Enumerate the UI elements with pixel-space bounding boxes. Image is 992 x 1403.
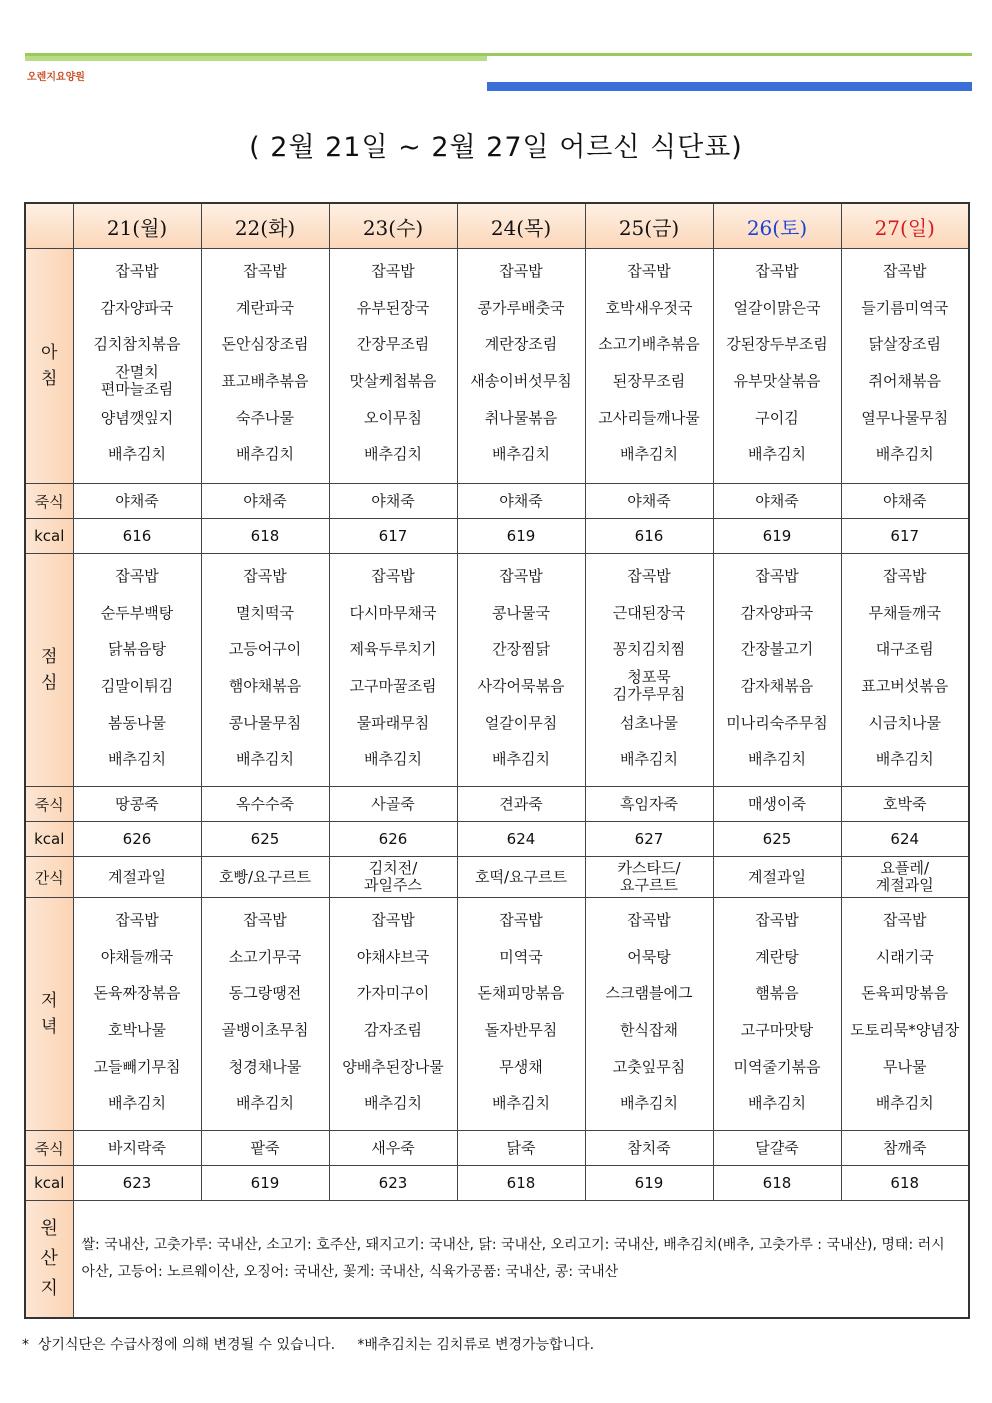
menu-item: 김말이튀김	[100, 676, 174, 695]
porridge-cell: 닭죽	[457, 1131, 585, 1166]
day-header: 24(목)	[457, 203, 585, 249]
kcal-cell: 623	[73, 1166, 201, 1201]
lunch-menu-cell	[841, 554, 969, 787]
menu-item: 야채샤브국	[356, 947, 430, 966]
menu-item: 강된장두부조림	[726, 335, 828, 354]
kcal-cell: 627	[585, 822, 713, 857]
dinner-menu-cell	[73, 898, 201, 1131]
dinner-menu-cell	[841, 898, 969, 1131]
menu-item: 잡곡밥	[371, 261, 415, 280]
menu-item: 배추김치	[236, 750, 294, 769]
breakfast-menu-cell	[585, 249, 713, 484]
menu-item: 배추김치	[492, 445, 550, 464]
menu-item: 청포묵 김가루무침	[612, 668, 686, 704]
menu-item: 콩나물무침	[228, 713, 302, 732]
menu-item: 배추김치	[875, 750, 934, 769]
menu-item: 섬초나물	[620, 713, 678, 732]
menu-item: 구이김	[755, 408, 799, 427]
menu-item: 순두부백탕	[100, 603, 174, 622]
menu-item: 콩나물국	[492, 603, 550, 622]
menu-item: 멸치떡국	[236, 603, 294, 622]
porridge-cell: 참치죽	[585, 1131, 713, 1166]
porridge-cell: 야채죽	[585, 484, 713, 519]
dinner-label	[25, 898, 73, 1131]
lunch-menu-cell	[457, 554, 585, 787]
menu-item: 돌자반무침	[484, 1020, 558, 1039]
origin-label	[25, 1201, 73, 1319]
menu-item: 배추김치	[748, 750, 806, 769]
porridge-cell: 호박죽	[841, 787, 969, 822]
menu-item: 다시마무채국	[349, 603, 437, 622]
origin-row	[25, 1201, 969, 1319]
menu-item: 양배추된장나물	[342, 1057, 444, 1076]
porridge-cell: 야채죽	[713, 484, 841, 519]
menu-item: 시금치나물	[868, 713, 941, 732]
porridge-label: 죽식	[25, 787, 73, 822]
kcal-cell: 618	[713, 1166, 841, 1201]
dinner-label-text: 저 녁	[41, 991, 58, 1037]
porridge-cell: 팥죽	[201, 1131, 329, 1166]
breakfast-menu-cell	[841, 249, 969, 484]
menu-item: 근대된장국	[612, 603, 686, 622]
menu-item: 표고버섯볶음	[861, 676, 949, 695]
menu-item: 호박나물	[108, 1020, 166, 1039]
menu-item: 대구조림	[875, 640, 934, 659]
header-rule-green-thick	[25, 56, 487, 61]
menu-item: 잡곡밥	[755, 566, 799, 585]
menu-item: 잡곡밥	[755, 261, 799, 280]
porridge-cell: 야채죽	[841, 484, 969, 519]
menu-item: 도토리묵*양념장	[850, 1020, 960, 1039]
menu-item: 표고배추볶음	[221, 371, 309, 390]
menu-item: 돈육짜장볶음	[93, 984, 181, 1003]
kcal-label: kcal	[25, 1166, 73, 1201]
menu-item: 잡곡밥	[371, 566, 415, 585]
menu-item: 간장불고기	[740, 640, 814, 659]
menu-item: 양념깻잎지	[100, 408, 174, 427]
menu-item: 고구마맛탕	[740, 1020, 814, 1039]
snack-cell: 계절과일	[713, 857, 841, 898]
breakfast-porridge-row	[25, 484, 969, 519]
menu-item: 배추김치	[620, 445, 678, 464]
breakfast-label	[25, 249, 73, 484]
kcal-cell: 616	[585, 519, 713, 554]
menu-item: 물파래무침	[356, 713, 430, 732]
menu-item: 숙주나물	[236, 408, 294, 427]
lunch-kcal-row	[25, 822, 969, 857]
menu-item: 배추김치	[875, 445, 934, 464]
porridge-cell: 땅콩죽	[73, 787, 201, 822]
menu-item: 배추김치	[364, 1094, 422, 1113]
snack-label: 간식	[25, 857, 73, 898]
porridge-cell: 야채죽	[457, 484, 585, 519]
breakfast-menu-cell	[329, 249, 457, 484]
kcal-cell: 616	[73, 519, 201, 554]
corner-cell	[25, 203, 73, 249]
menu-item: 콩가루배춧국	[477, 298, 565, 317]
porridge-cell: 사골죽	[329, 787, 457, 822]
menu-item: 골뱅이초무침	[221, 1020, 309, 1039]
menu-item: 들기름미역국	[861, 298, 949, 317]
menu-item: 배추김치	[492, 750, 550, 769]
snack-cell: 김치전/ 과일주스	[329, 857, 457, 898]
menu-item: 어묵탕	[627, 947, 671, 966]
snack-cell: 요플레/ 계절과일	[841, 857, 969, 898]
menu-item: 호박새우젓국	[605, 298, 693, 317]
porridge-cell: 달걀죽	[713, 1131, 841, 1166]
menu-item: 유부된장국	[356, 298, 430, 317]
menu-item: 잡곡밥	[883, 566, 927, 585]
menu-item: 맛살케첩볶음	[349, 371, 437, 390]
menu-item: 닭살장조림	[868, 335, 941, 354]
snack-cell: 계절과일	[73, 857, 201, 898]
menu-item: 무나물	[883, 1057, 927, 1076]
menu-item: 잡곡밥	[627, 261, 671, 280]
menu-item: 쥐어채볶음	[868, 371, 941, 390]
menu-item: 봄동나물	[108, 713, 166, 732]
menu-item: 제육두루치기	[349, 640, 437, 659]
menu-item: 잡곡밥	[115, 566, 159, 585]
menu-item: 청경채나물	[228, 1057, 302, 1076]
porridge-cell: 매생이죽	[713, 787, 841, 822]
kcal-cell: 618	[841, 1166, 969, 1201]
menu-item: 오이무침	[364, 408, 422, 427]
menu-item: 취나물볶음	[484, 408, 558, 427]
porridge-label: 죽식	[25, 484, 73, 519]
kcal-cell: 625	[713, 822, 841, 857]
menu-item: 잡곡밥	[115, 910, 159, 929]
menu-item: 잡곡밥	[243, 910, 287, 929]
snack-cell: 호떡/요구르트	[457, 857, 585, 898]
menu-item: 배추김치	[236, 1094, 294, 1113]
menu-item: 배추김치	[108, 1094, 166, 1113]
menu-item: 미나리숙주무침	[726, 713, 828, 732]
menu-item: 잡곡밥	[499, 566, 543, 585]
menu-item: 고춧잎무침	[612, 1057, 686, 1076]
dinner-menu-cell	[457, 898, 585, 1131]
breakfast-menu-cell	[713, 249, 841, 484]
day-header-row	[25, 203, 969, 249]
menu-item: 열무나물무침	[861, 408, 949, 427]
menu-item: 소고기무국	[228, 947, 302, 966]
menu-item: 김치참치볶음	[93, 335, 181, 354]
menu-item: 햄야채볶음	[228, 676, 302, 695]
origin-label-text: 원 산 지	[40, 1218, 58, 1299]
kcal-cell: 617	[329, 519, 457, 554]
menu-item: 유부맛살볶음	[733, 371, 821, 390]
porridge-cell: 참깨죽	[841, 1131, 969, 1166]
menu-item: 배추김치	[108, 445, 166, 464]
menu-item: 고등어구이	[228, 640, 302, 659]
kcal-cell: 619	[713, 519, 841, 554]
breakfast-menu-cell	[201, 249, 329, 484]
menu-item: 계란장조림	[484, 335, 558, 354]
menu-item: 사각어묵볶음	[477, 676, 565, 695]
kcal-cell: 619	[457, 519, 585, 554]
day-header: 26(토)	[713, 203, 841, 249]
kcal-cell: 619	[585, 1166, 713, 1201]
kcal-cell: 623	[329, 1166, 457, 1201]
snack-cell: 카스타드/ 요구르트	[585, 857, 713, 898]
menu-item: 고들빼기무침	[93, 1057, 181, 1076]
menu-item: 배추김치	[364, 750, 422, 769]
page-title: ( 2월 21일 ~ 2월 27일 어르신 식단표)	[249, 132, 743, 163]
porridge-cell: 옥수수죽	[201, 787, 329, 822]
menu-item: 소고기배추볶음	[598, 335, 700, 354]
porridge-cell: 새우죽	[329, 1131, 457, 1166]
menu-item: 잡곡밥	[243, 261, 287, 280]
menu-item: 동그랑땡전	[228, 984, 302, 1003]
menu-item: 한식잡채	[620, 1020, 678, 1039]
menu-item: 새송이버섯무침	[470, 371, 572, 390]
kcal-label: kcal	[25, 519, 73, 554]
menu-item: 배추김치	[236, 445, 294, 464]
lunch-porridge-row	[25, 787, 969, 822]
day-header: 23(수)	[329, 203, 457, 249]
menu-item: 잔멸치 편마늘조림	[100, 363, 174, 399]
breakfast-menu-cell	[457, 249, 585, 484]
menu-item: 꽁치김치찜	[612, 640, 686, 659]
menu-item: 감자채볶음	[740, 676, 814, 695]
day-header: 27(일)	[841, 203, 969, 249]
menu-item: 배추김치	[748, 445, 806, 464]
porridge-cell: 흑임자죽	[585, 787, 713, 822]
day-header: 21(월)	[73, 203, 201, 249]
origin-text: 쌀: 국내산, 고춧가루: 국내산, 소고기: 호주산, 돼지고기: 국내산, 닭: 국내산, 오리고기: 국내산, 배추김치(배추, 고춧가루 : 국내산), 명태: 러시아산, 고등어: 노르웨이산, 오징어: 국내산, 꽃게: 국내산, 식육가공품: 국내산, 콩: 국내산	[73, 1201, 969, 1319]
menu-item: 된장무조림	[612, 371, 686, 390]
lunch-menu-cell	[73, 554, 201, 787]
kcal-label: kcal	[25, 822, 73, 857]
menu-item: 야채들깨국	[100, 947, 174, 966]
porridge-cell: 야채죽	[329, 484, 457, 519]
menu-item: 잡곡밥	[243, 566, 287, 585]
menu-item: 감자양파국	[740, 603, 814, 622]
dinner-menu-cell	[329, 898, 457, 1131]
breakfast-menu-cell	[73, 249, 201, 484]
snack-cell: 호빵/요구르트	[201, 857, 329, 898]
menu-item: 잡곡밥	[627, 910, 671, 929]
menu-item: 무채들깨국	[868, 603, 941, 622]
menu-item: 잡곡밥	[499, 261, 543, 280]
menu-item: 잡곡밥	[371, 910, 415, 929]
dinner-menu-cell	[201, 898, 329, 1131]
lunch-menu-cell	[585, 554, 713, 787]
kcal-cell: 619	[201, 1166, 329, 1201]
menu-item: 배추김치	[875, 1094, 934, 1113]
breakfast-row	[25, 249, 969, 484]
menu-item: 돈안심장조림	[221, 335, 309, 354]
dinner-kcal-row	[25, 1166, 969, 1201]
menu-item: 배추김치	[492, 1094, 550, 1113]
porridge-cell: 바지락죽	[73, 1131, 201, 1166]
org-name: 오렌지요양원	[27, 72, 85, 83]
kcal-cell: 626	[73, 822, 201, 857]
menu-item: 계란파국	[236, 298, 294, 317]
lunch-label-text: 점 심	[41, 647, 58, 693]
day-header: 25(금)	[585, 203, 713, 249]
meal-plan-table	[24, 202, 970, 1319]
menu-item: 배추김치	[108, 750, 166, 769]
menu-item: 미역국	[499, 947, 543, 966]
kcal-cell: 624	[841, 822, 969, 857]
menu-item: 돈육피망볶음	[861, 984, 949, 1003]
lunch-label	[25, 554, 73, 787]
porridge-cell: 야채죽	[201, 484, 329, 519]
kcal-cell: 626	[329, 822, 457, 857]
menu-item: 감자양파국	[100, 298, 174, 317]
kcal-cell: 618	[201, 519, 329, 554]
lunch-menu-cell	[329, 554, 457, 787]
kcal-cell: 624	[457, 822, 585, 857]
menu-item: 돈채피망볶음	[477, 984, 565, 1003]
menu-item: 스크램블에그	[605, 984, 693, 1003]
dinner-porridge-row	[25, 1131, 969, 1166]
menu-item: 고구마꿀조림	[349, 676, 437, 695]
menu-item: 잡곡밥	[883, 261, 927, 280]
breakfast-kcal-row	[25, 519, 969, 554]
menu-item: 배추김치	[364, 445, 422, 464]
menu-item: 닭볶음탕	[108, 640, 166, 659]
menu-item: 잡곡밥	[499, 910, 543, 929]
menu-item: 배추김치	[620, 750, 678, 769]
menu-item: 무생채	[499, 1057, 543, 1076]
footnote: * 상기식단은 수급사정에 의해 변경될 수 있습니다. *배추김치는 김치류로 변경가능합니다.	[22, 1337, 595, 1353]
breakfast-label-text: 아 침	[41, 343, 58, 389]
kcal-cell: 625	[201, 822, 329, 857]
lunch-menu-cell	[201, 554, 329, 787]
menu-item: 간장찜닭	[492, 640, 550, 659]
menu-item: 계란탕	[755, 947, 799, 966]
menu-item: 잡곡밥	[883, 910, 927, 929]
menu-item: 잡곡밥	[115, 261, 159, 280]
porridge-cell: 견과죽	[457, 787, 585, 822]
menu-item: 감자조림	[364, 1020, 422, 1039]
kcal-cell: 617	[841, 519, 969, 554]
day-header: 22(화)	[201, 203, 329, 249]
menu-item: 잡곡밥	[755, 910, 799, 929]
porridge-cell: 야채죽	[73, 484, 201, 519]
menu-item: 배추김치	[620, 1094, 678, 1113]
menu-item: 배추김치	[748, 1094, 806, 1113]
dinner-menu-cell	[585, 898, 713, 1131]
menu-item: 시래기국	[875, 947, 934, 966]
snack-row	[25, 857, 969, 898]
menu-item: 고사리들깨나물	[598, 408, 700, 427]
menu-item: 얼갈이맑은국	[733, 298, 821, 317]
menu-item: 잡곡밥	[627, 566, 671, 585]
kcal-cell: 618	[457, 1166, 585, 1201]
lunch-row	[25, 554, 969, 787]
dinner-row	[25, 898, 969, 1131]
header-rule-blue	[487, 82, 972, 91]
menu-item: 미역줄기볶음	[733, 1057, 821, 1076]
menu-item: 햄볶음	[755, 984, 799, 1003]
dinner-menu-cell	[713, 898, 841, 1131]
menu-item: 간장무조림	[356, 335, 430, 354]
lunch-menu-cell	[713, 554, 841, 787]
menu-item: 얼갈이무침	[484, 713, 558, 732]
porridge-label: 죽식	[25, 1131, 73, 1166]
menu-item: 가자미구이	[356, 984, 430, 1003]
